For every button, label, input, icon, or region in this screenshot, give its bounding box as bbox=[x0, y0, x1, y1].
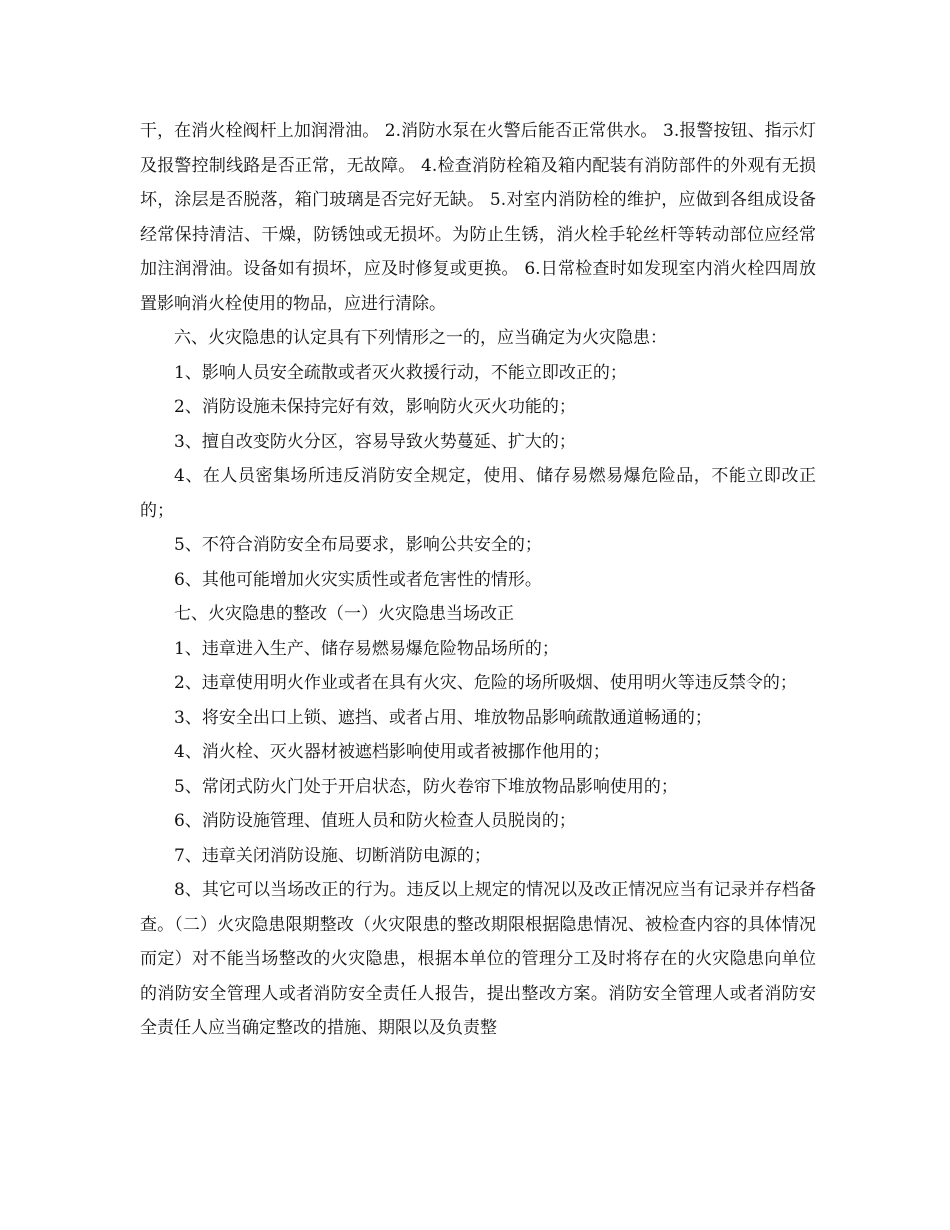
list-item: 1、影响人员安全疏散或者灭火救援行动，不能立即改正的； bbox=[174, 362, 627, 383]
list-item: 5、常闭式防火门处于开启状态，防火卷帘下堆放物品影响使用的； bbox=[174, 776, 678, 797]
list-item: 2、消防设施未保持完好有效，影响防火灭火功能的； bbox=[174, 397, 576, 417]
list-item: 5、不符合消防安全布局要求，影响公共安全的； bbox=[174, 535, 542, 555]
list-item: 4、在人员密集场所违反消防安全规定，使用、储存易燃易爆危险品，不能立即改正的； bbox=[140, 466, 816, 521]
section-seven-heading: 七、火灾隐患的整改（一）火灾隐患当场改正 bbox=[174, 604, 514, 624]
list-item: 4、消火栓、灭火器材被遮档影响使用或者被挪作他用的； bbox=[174, 742, 610, 762]
list-item: 7、违章关闭消防设施、切断消防电源的； bbox=[174, 845, 491, 866]
list-item: 6、其他可能增加火灾实质性或者危害性的情形。 bbox=[174, 569, 542, 590]
section-six-heading: 六、火灾隐患的认定具有下列情形之一的，应当确定为火灾隐患： bbox=[174, 328, 667, 348]
list-item: 2、违章使用明火作业或者在具有火灾、危险的场所吸烟、使用明火等违反禁令的； bbox=[174, 673, 797, 693]
paragraph-rectification: 8、其它可以当场改正的行为。违反以上规定的情况以及改正情况应当有记录并存档备查。（二）火灾隐患限期整改（火灾限患的整改期限根据隐患情况、被检查内容的具体情况而定）对不能当场整改的火灾隐患，根据本单位的管理分工及时将存在的火灾隐患向单位的消防安全管理人或者消防安全责任人报告，提出整改方案。消防安全管理人或者消防安全责任人应当确定整改的措施、期限以及负责整 bbox=[140, 880, 816, 1038]
list-item: 1、违章进入生产、储存易燃易爆危险物品场所的； bbox=[174, 638, 559, 659]
paragraph-hydrant-maintenance: 干，在消火栓阀杆上加润滑油。 2.消防水泵在火警后能否正常供水。 3.报警按钮、指示灯及报警控制线路是否正常，无故障。 4.检查消防栓箱及箱内配装有消防部件的外观有无损坏，涂层是否脱落，箱门玻璃是否完好无缺。 5.对室内消防栓的维护，应做到各组成设备经常保持清洁、干燥，防锈蚀或无损坏。为防止生锈，消火栓手轮丝杆等转动部位应经常加注润滑油。设备如有损坏，应及时修复或更换。 6.日常检查时如发现室内消火栓四周放置影响消火栓使用的物品，应进行清除。 bbox=[140, 121, 816, 314]
list-item: 3、将安全出口上锁、遮挡、或者占用、堆放物品影响疏散通道畅通的； bbox=[174, 707, 712, 728]
document-body bbox=[140, 114, 816, 1046]
list-item: 3、擅自改变防火分区，容易导致火势蔓延、扩大的； bbox=[174, 431, 576, 452]
list-item: 6、消防设施管理、值班人员和防火检查人员脱岗的； bbox=[174, 811, 576, 831]
